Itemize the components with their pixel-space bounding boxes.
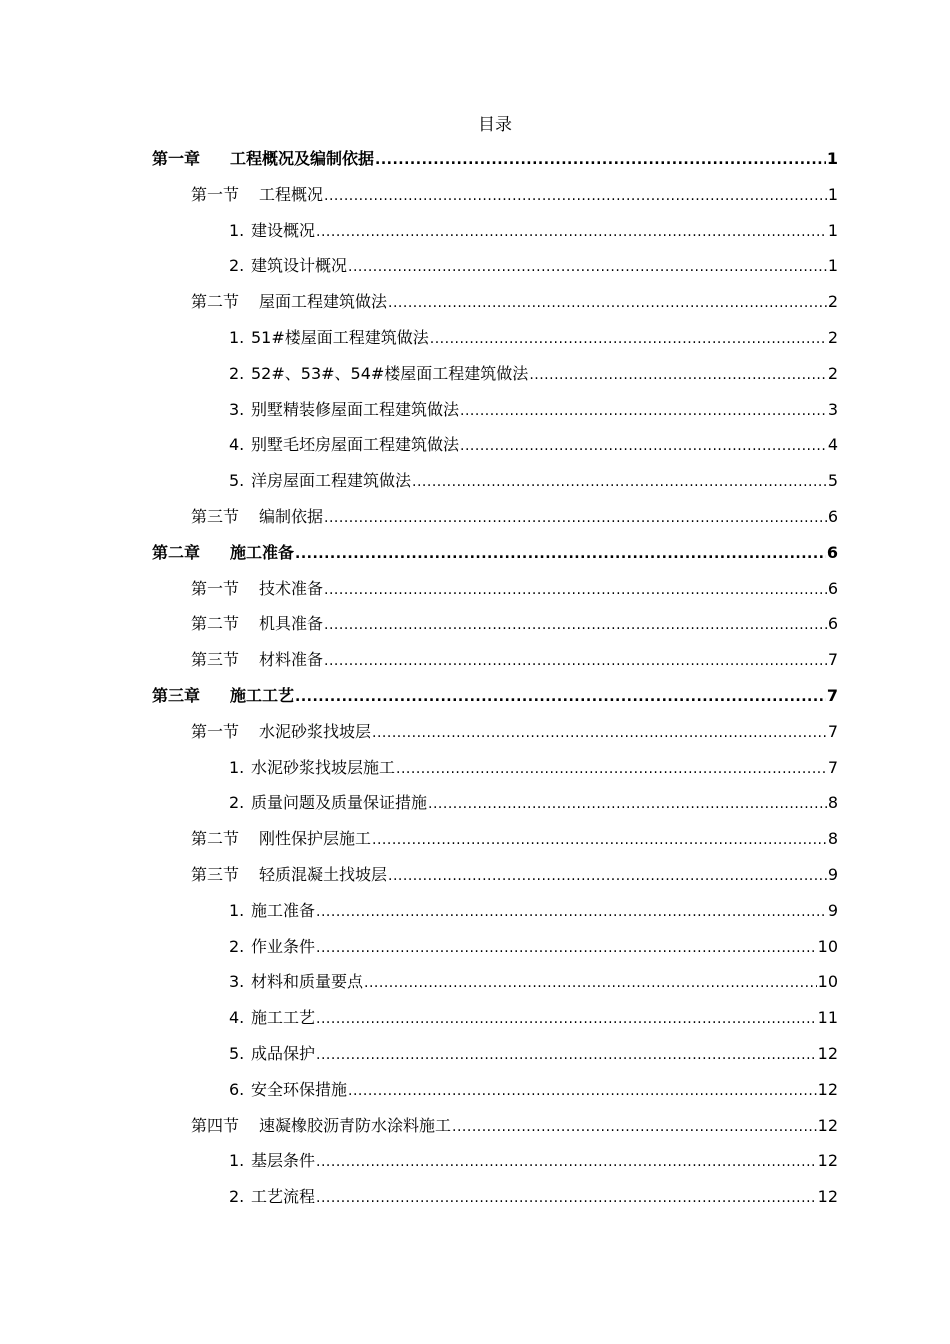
toc-entry-page-number: 10 [817,936,838,956]
toc-entry-number: 第二章 [152,542,201,562]
toc-entry-title: 施工准备 [230,542,295,562]
toc-entry-number: 第三节 [191,650,240,670]
toc-entry-number: 第一节 [191,184,240,204]
toc-entry-section[interactable] [152,499,838,535]
toc-entry-title: 水泥砂浆找坡层 [259,721,372,741]
toc-entry-number: 1. [229,327,245,347]
toc-entry-page-number: 1 [827,256,838,276]
toc-entry-title: 洋房屋面工程建筑做法 [251,471,412,491]
toc-entry-item[interactable] [152,1036,838,1072]
toc-entry-title: 编制依据 [259,506,324,526]
toc-entry-number: 第四节 [191,1115,240,1135]
toc-entry-item[interactable] [152,964,838,1000]
toc-dot-leader [375,143,826,179]
toc-dot-leader [452,1110,817,1146]
toc-dot-leader [316,931,817,967]
toc-entry-title: 安全环保措施 [251,1079,348,1099]
toc-entry-title: 工程概况 [259,184,324,204]
toc-entry-section[interactable] [152,284,838,320]
toc-dot-leader [316,1145,817,1181]
toc-dot-leader [460,429,827,465]
toc-entry-page-number: 5 [827,471,838,491]
toc-entry-item[interactable] [152,248,838,284]
toc-entry-number: 2. [229,256,245,276]
toc-entry-page-number: 3 [827,399,838,419]
toc-entry-number: 1. [229,1151,245,1171]
toc-dot-leader [460,394,827,430]
toc-entry-page-number: 9 [827,864,838,884]
toc-entry-section[interactable] [152,857,838,893]
toc-entry-title: 建设概况 [251,220,316,240]
toc-dot-leader [348,250,827,286]
toc-entry-title: 机具准备 [259,614,324,634]
toc-entry-number: 第一节 [191,721,240,741]
toc-entry-number: 1. [229,220,245,240]
toc-entry-item[interactable] [152,320,838,356]
toc-dot-leader [348,1074,817,1110]
toc-entry-title: 质量问题及质量保证措施 [251,793,428,813]
toc-entry-number: 第一节 [191,578,240,598]
toc-title: 目录 [478,115,512,135]
toc-entry-page-number: 2 [827,363,838,383]
toc-entry-number: 2. [229,936,245,956]
toc-dot-leader [396,752,827,788]
toc-entry-section[interactable] [152,714,838,750]
toc-dot-leader [364,966,817,1002]
toc-entry-page-number: 7 [827,721,838,741]
toc-entry-item[interactable] [152,1072,838,1108]
toc-entry-number: 第二节 [191,292,240,312]
toc-entry-page-number: 8 [827,829,838,849]
toc-entry-page-number: 4 [827,435,838,455]
toc-entry-title: 轻质混凝土找坡层 [259,864,388,884]
toc-entry-title: 别墅毛坯房屋面工程建筑做法 [251,435,460,455]
toc-entry-number: 第二节 [191,829,240,849]
toc-entry-title: 工程概况及编制依据 [230,149,375,168]
toc-entry-item[interactable] [152,1143,838,1179]
toc-entry-item[interactable] [152,392,838,428]
toc-entry-page-number: 7 [827,650,838,670]
table-of-contents [152,141,838,1215]
toc-entry-number: 5. [229,1043,245,1063]
toc-entry-section[interactable] [152,821,838,857]
toc-entry-section[interactable] [152,606,838,642]
toc-entry-item[interactable] [152,750,838,786]
toc-dot-leader [316,1002,817,1038]
toc-entry-title: 别墅精装修屋面工程建筑做法 [251,399,460,419]
toc-entry-number: 第三章 [152,685,201,705]
toc-entry-number: 第三节 [191,506,240,526]
toc-entry-item[interactable] [152,893,838,929]
toc-dot-leader [316,895,827,931]
toc-entry-page-number: 12 [817,1115,838,1135]
toc-entry-page-number: 1 [827,220,838,240]
toc-entry-page-number: 6 [827,506,838,526]
toc-entry-number: 4. [229,1008,245,1028]
toc-entry-title: 52#、53#、54#楼屋面工程建筑做法 [251,363,529,383]
toc-entry-item[interactable] [152,1179,838,1215]
toc-entry-page-number: 11 [817,1008,838,1028]
toc-entry-number: 4. [229,435,245,455]
toc-entry-number: 第三节 [191,864,240,884]
toc-entry-title: 屋面工程建筑做法 [259,292,388,312]
toc-entry-title: 工艺流程 [251,1187,316,1207]
toc-entry-title: 材料和质量要点 [251,972,364,992]
toc-dot-leader [316,1038,817,1074]
toc-entry-section[interactable] [152,571,838,607]
toc-entry-page-number: 12 [817,1151,838,1171]
toc-dot-leader [324,608,827,644]
toc-entry-chapter[interactable] [152,535,838,571]
toc-entry-section[interactable] [152,1108,838,1144]
toc-dot-leader [388,286,827,322]
toc-entry-title: 施工准备 [251,900,316,920]
toc-entry-item[interactable] [152,929,838,965]
toc-entry-chapter[interactable] [152,141,838,177]
toc-entry-item[interactable] [152,356,838,392]
toc-entry-number: 第二节 [191,614,240,634]
toc-entry-page-number: 7 [827,757,838,777]
toc-entry-number: 3. [229,972,245,992]
toc-entry-number: 第一章 [152,149,201,168]
toc-entry-title: 材料准备 [259,650,324,670]
toc-entry-page-number: 1 [827,184,838,204]
toc-entry-title: 成品保护 [251,1043,316,1063]
toc-entry-page-number: 12 [817,1079,838,1099]
toc-entry-title: 建筑设计概况 [251,256,348,276]
toc-dot-leader [372,716,827,752]
toc-entry-page-number: 6 [827,578,838,598]
toc-entry-title: 刚性保护层施工 [259,829,372,849]
toc-entry-item[interactable] [152,785,838,821]
toc-entry-item[interactable] [152,1000,838,1036]
toc-entry-number: 3. [229,399,245,419]
toc-entry-page-number: 6 [826,542,838,562]
toc-entry-page-number: 2 [827,327,838,347]
toc-entry-number: 1. [229,757,245,777]
toc-entry-page-number: 12 [817,1187,838,1207]
toc-entry-page-number: 9 [827,900,838,920]
toc-dot-leader [295,680,826,716]
toc-entry-page-number: 6 [827,614,838,634]
toc-entry-page-number: 10 [817,972,838,992]
toc-entry-page-number: 1 [826,149,838,168]
toc-dot-leader [428,787,827,823]
toc-entry-item[interactable] [152,463,838,499]
toc-entry-number: 5. [229,471,245,491]
toc-entry-title: 作业条件 [251,936,316,956]
toc-dot-leader [324,573,827,609]
toc-dot-leader [388,859,827,895]
toc-dot-leader [529,358,827,394]
toc-entry-item[interactable] [152,213,838,249]
toc-entry-number: 2. [229,363,245,383]
toc-entry-page-number: 8 [827,793,838,813]
toc-dot-leader [324,501,827,537]
toc-dot-leader [324,644,827,680]
toc-entry-page-number: 12 [817,1043,838,1063]
toc-entry-section[interactable] [152,642,838,678]
toc-entry-title: 51#楼屋面工程建筑做法 [251,327,429,347]
toc-entry-number: 2. [229,1187,245,1207]
toc-entry-item[interactable] [152,427,838,463]
toc-entry-title: 基层条件 [251,1151,316,1171]
toc-entry-title: 施工工艺 [251,1008,316,1028]
toc-entry-page-number: 2 [827,292,838,312]
toc-entry-number: 6. [229,1079,245,1099]
toc-entry-title: 技术准备 [259,578,324,598]
toc-dot-leader [324,179,827,215]
toc-dot-leader [412,465,827,501]
toc-entry-title: 施工工艺 [230,685,295,705]
toc-dot-leader [430,322,827,358]
toc-entry-number: 2. [229,793,245,813]
toc-entry-title: 速凝橡胶沥青防水涂料施工 [259,1115,452,1135]
toc-entry-title: 水泥砂浆找坡层施工 [251,757,396,777]
toc-entry-section[interactable] [152,177,838,213]
toc-entry-chapter[interactable] [152,678,838,714]
toc-entry-number: 1. [229,900,245,920]
toc-dot-leader [316,1181,817,1217]
toc-dot-leader [316,215,827,251]
toc-entry-page-number: 7 [826,685,838,705]
toc-dot-leader [295,537,826,573]
toc-dot-leader [372,823,827,859]
